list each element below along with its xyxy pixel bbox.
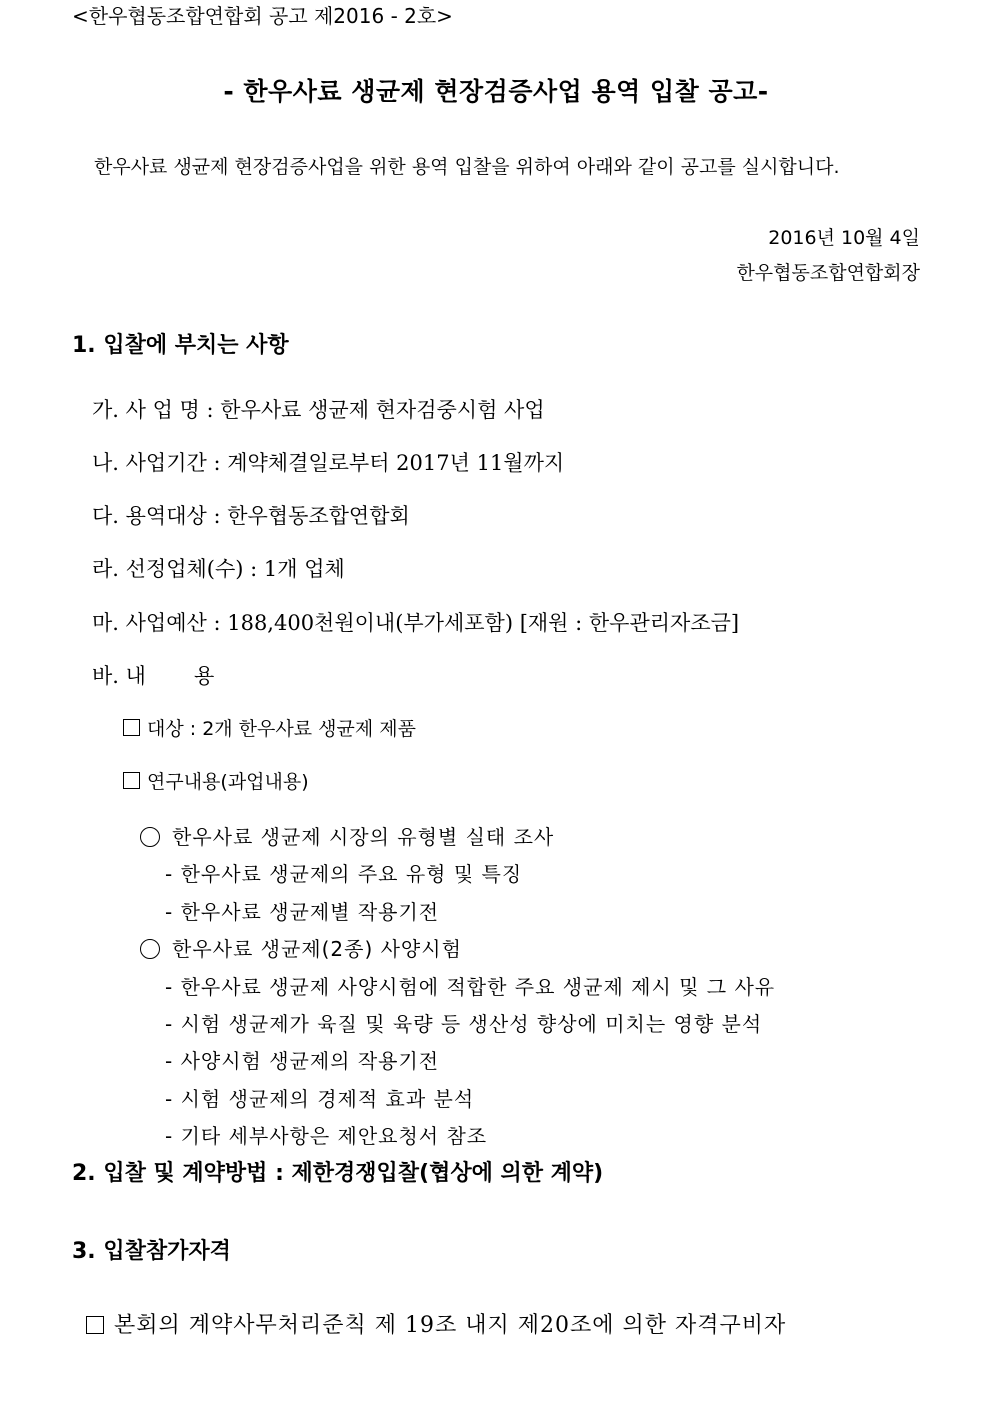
research-item bbox=[140, 933, 462, 962]
item-project-budget: 마. 사업예산 : 188,400천원이내(부가세포함) [재원 : 한우관리자조금] bbox=[92, 611, 740, 635]
issuer-name: 한우협동조합연합회장 bbox=[736, 262, 920, 284]
research-detail: - 한우사료 생균제별 작용기전 bbox=[165, 900, 440, 924]
notice-date: 2016년 10월 4일 bbox=[768, 227, 920, 249]
research-item bbox=[140, 821, 554, 850]
research-detail: - 기타 세부사항은 제안요청서 참조 bbox=[165, 1124, 488, 1148]
checkbox-icon bbox=[123, 719, 140, 736]
research-detail: - 시험 생균제의 경제적 효과 분석 bbox=[165, 1087, 475, 1111]
item-content-label-a: 바. 내 bbox=[92, 664, 146, 688]
intro-text: 한우사료 생균제 현장검증사업을 위한 용역 입찰을 위하여 아래와 같이 공고를 실시합니다. bbox=[94, 156, 840, 178]
research-detail: - 한우사료 생균제의 주요 유형 및 특징 bbox=[165, 862, 523, 886]
section-1-heading: 1. 입찰에 부치는 사항 bbox=[72, 333, 289, 358]
item-value: 188,400천원이내(부가세포함) [재원 : 한우관리자조금] bbox=[227, 611, 740, 635]
item-value: 1개 업체 bbox=[263, 557, 345, 581]
content-research-text: 연구내용(과업내용) bbox=[147, 771, 309, 793]
checkbox-icon bbox=[123, 772, 140, 789]
content-target bbox=[123, 714, 416, 741]
item-value: 한우사료 생균제 현자검중시험 사업 bbox=[220, 398, 545, 422]
notice-number: <한우협동조합연합회 공고 제2016 - 2호> bbox=[72, 4, 453, 28]
research-item-title: 한우사료 생균제(2종) 사양시험 bbox=[172, 937, 462, 961]
item-label: 마. 사업예산 bbox=[92, 611, 207, 635]
research-detail: - 시험 생균제가 육질 및 육량 등 생산성 향상에 미치는 영향 분석 bbox=[165, 1012, 763, 1036]
item-label: 다. 용역대상 bbox=[92, 504, 207, 528]
section-2-heading: 2. 입찰 및 계약방법 : 제한경쟁입찰(협상에 의한 계약) bbox=[72, 1161, 604, 1186]
item-project-period: 나. 사업기간 : 계약체결일로부터 2017년 11월까지 bbox=[92, 451, 565, 475]
item-service-target: 다. 용역대상 : 한우협동조합연합회 bbox=[92, 504, 410, 528]
item-label: 라. 선정업체(수) bbox=[92, 557, 244, 581]
page-title: - 한우사료 생균제 현장검증사업 용역 입찰 공고- bbox=[223, 77, 769, 106]
item-content bbox=[92, 660, 214, 690]
item-label: 가. 사 업 명 bbox=[92, 398, 200, 422]
section-3-heading: 3. 입찰참가자격 bbox=[72, 1239, 231, 1264]
qualification-text: 본회의 계약사무처리준칙 제 19조 내지 제20조에 의한 자격구비자 bbox=[114, 1313, 787, 1338]
qualification bbox=[86, 1308, 786, 1339]
research-item-title: 한우사료 생균제 시장의 유형별 실태 조사 bbox=[172, 825, 555, 849]
content-target-text: 대상 : 2개 한우사료 생균제 제품 bbox=[147, 718, 416, 740]
research-detail: - 사양시험 생균제의 작용기전 bbox=[165, 1049, 440, 1073]
content-research bbox=[123, 767, 309, 794]
item-content-label-b: 용 bbox=[193, 664, 215, 688]
item-value: 한우협동조합연합회 bbox=[227, 504, 410, 528]
research-detail: - 한우사료 생균제 사양시험에 적합한 주요 생균제 제시 및 그 사유 bbox=[165, 975, 776, 999]
circle-bullet-icon bbox=[140, 827, 160, 847]
item-project-name: 가. 사 업 명 : 한우사료 생균제 현자검중시험 사업 bbox=[92, 398, 545, 422]
item-value: 계약체결일로부터 2017년 11월까지 bbox=[227, 451, 565, 475]
item-selected-companies: 라. 선정업체(수) : 1개 업체 bbox=[92, 557, 345, 581]
item-label: 나. 사업기간 bbox=[92, 451, 207, 475]
circle-bullet-icon bbox=[140, 939, 160, 959]
checkbox-icon bbox=[86, 1316, 104, 1334]
